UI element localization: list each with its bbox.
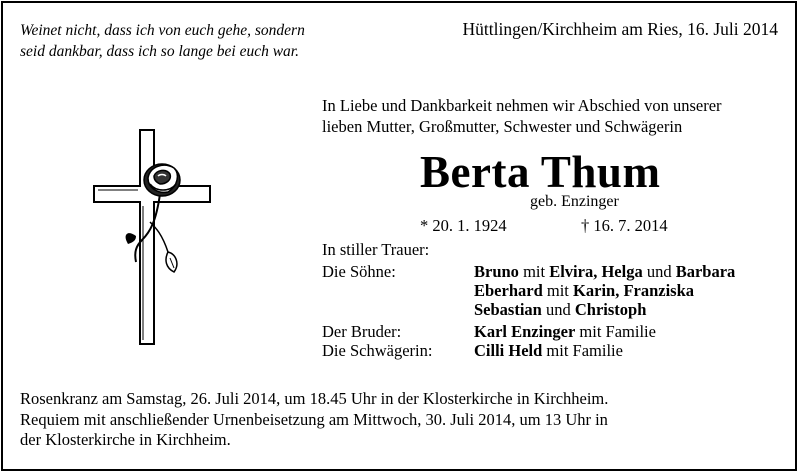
footer-line-3: der Klosterkirche in Kirchheim.: [20, 430, 231, 449]
connector-text: mit: [518, 262, 550, 281]
brother-label: Der Bruder:: [322, 322, 402, 341]
cross-with-rose-icon: [90, 122, 215, 352]
connector-text: mit: [542, 281, 574, 300]
connector-text: und: [541, 300, 575, 319]
brother-name: Karl Enzinger: [474, 322, 576, 341]
footer-line-1: Rosenkranz am Samstag, 26. Juli 2014, um 18.45 Uhr in der Klosterkirche in Kirchheim.: [20, 389, 609, 408]
birth-name: geb. Enzinger: [530, 193, 619, 210]
connector-text: mit Familie: [575, 322, 656, 341]
service-info: [20, 389, 608, 451]
sons-line-1: [474, 262, 735, 282]
sons-line-2: [474, 281, 694, 301]
sister-in-law-label: Die Schwägerin:: [322, 341, 433, 360]
sister-in-law-line: [474, 341, 623, 361]
family-names: Karin, Franziska: [573, 281, 695, 300]
sons-line-3: [474, 300, 646, 320]
family-names: Elvira, Helga: [549, 262, 643, 281]
family-name: Barbara: [675, 262, 736, 281]
son-name: Bruno: [474, 262, 519, 281]
intro-line-1: In Liebe und Dankbarkeit nehmen wir Abschied von unserer: [322, 96, 722, 115]
quote-line-2: seid dankbar, dass ich so lange bei euch war.: [20, 43, 299, 60]
place-and-date: Hüttlingen/Kirchheim am Ries, 16. Juli 2014: [462, 19, 778, 39]
sister-in-law-name: Cilli Held: [474, 341, 543, 360]
mourners-block: [322, 240, 429, 260]
birth-date: * 20. 1. 1924: [420, 216, 507, 235]
connector-text: und: [642, 262, 676, 281]
intro-line-2: lieben Mutter, Großmutter, Schwester und Schwägerin: [322, 117, 683, 136]
son-name: Eberhard: [474, 281, 543, 300]
intro-text: [322, 95, 722, 137]
family-name: Christoph: [574, 300, 647, 319]
mourners-heading: In stiller Trauer:: [322, 240, 430, 259]
deceased-name: Berta Thum: [420, 147, 661, 197]
connector-text: mit Familie: [542, 341, 623, 360]
son-name: Sebastian: [474, 300, 542, 319]
brother-line: [474, 322, 656, 342]
footer-line-2: Requiem mit anschließender Urnenbeisetzung am Mittwoch, 30. Juli 2014, um 13 Uhr in: [20, 409, 608, 429]
sons-label: Die Söhne:: [322, 262, 396, 281]
quote-line-1: Weinet nicht, dass ich von euch gehe, sondern: [20, 22, 305, 39]
bible-quote: [20, 20, 305, 62]
death-date: † 16. 7. 2014: [581, 216, 668, 235]
